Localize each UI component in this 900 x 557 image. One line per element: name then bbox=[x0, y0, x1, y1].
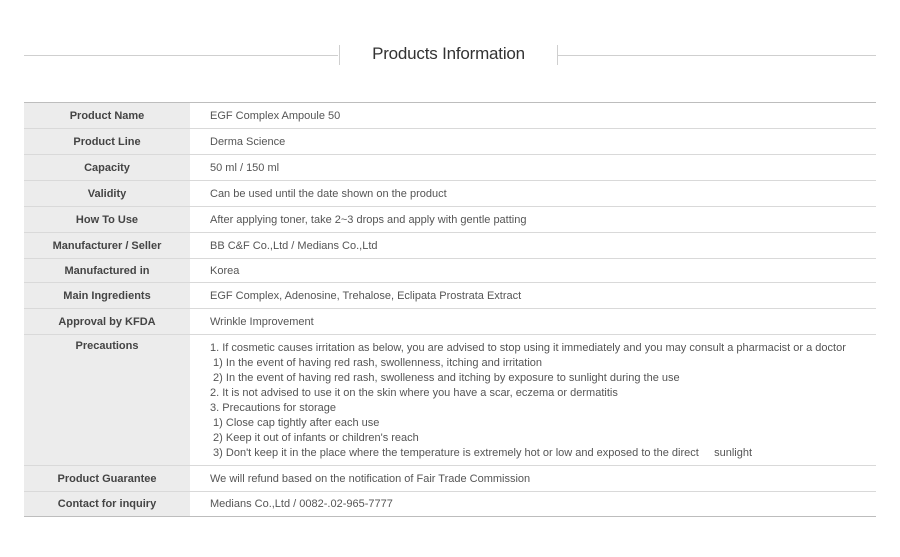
row-label: Contact for inquiry bbox=[24, 492, 190, 517]
row-product-name bbox=[24, 103, 876, 129]
row-value: We will refund based on the notification of Fair Trade Commission bbox=[190, 466, 876, 492]
row-validity bbox=[24, 181, 876, 207]
row-manufactured-in bbox=[24, 259, 876, 283]
row-value: Derma Science bbox=[190, 129, 876, 155]
precaution-line: 1) In the event of having red rash, swollenness, itching and irritation bbox=[210, 357, 543, 369]
row-value: Can be used until the date shown on the product bbox=[190, 181, 876, 207]
product-info-table bbox=[24, 102, 876, 517]
precautions-list bbox=[190, 335, 876, 466]
row-value: Korea bbox=[190, 259, 876, 283]
page-title: Products Information bbox=[372, 44, 525, 63]
precaution-line: 2) Keep it out of infants or children's reach bbox=[210, 432, 419, 444]
row-label: Manufacturer / Seller bbox=[24, 233, 190, 259]
row-main-ingredients bbox=[24, 283, 876, 309]
row-label: How To Use bbox=[24, 207, 190, 233]
row-label: Product Name bbox=[24, 103, 190, 129]
row-contact bbox=[24, 492, 876, 517]
row-value: EGF Complex, Adenosine, Trehalose, Eclipata Prostrata Extract bbox=[190, 283, 876, 309]
row-manufacturer bbox=[24, 233, 876, 259]
row-label: Validity bbox=[24, 181, 190, 207]
precaution-line: 3) Don't keep it in the place where the temperature is extremely hot or low and exposed to the direct sunlight bbox=[210, 447, 753, 459]
row-label: Main Ingredients bbox=[24, 283, 190, 309]
precaution-line: 2) In the event of having red rash, swolleness and itching by exposure to sunlight during the use bbox=[210, 372, 680, 384]
row-label: Precautions bbox=[24, 335, 190, 466]
precaution-line: 1) Close cap tightly after each use bbox=[210, 417, 380, 429]
row-product-guarantee bbox=[24, 466, 876, 492]
row-value: Wrinkle Improvement bbox=[190, 309, 876, 335]
precaution-line: 1. If cosmetic causes irritation as below, you are advised to stop using it immediately and you may consult a pharmacist or a doctor bbox=[210, 342, 846, 354]
row-label: Manufactured in bbox=[24, 259, 190, 283]
precaution-line: 3. Precautions for storage bbox=[210, 402, 336, 414]
row-label: Product Line bbox=[24, 129, 190, 155]
row-value: EGF Complex Ampoule 50 bbox=[210, 109, 341, 122]
row-approval bbox=[24, 309, 876, 335]
row-label: Product Guarantee bbox=[24, 466, 190, 492]
row-label: Capacity bbox=[24, 155, 190, 181]
row-value: Medians Co.,Ltd / 0082-.02-965-7777 bbox=[190, 492, 876, 517]
row-how-to-use bbox=[24, 207, 876, 233]
row-capacity bbox=[24, 155, 876, 181]
title-divider-left bbox=[24, 55, 338, 56]
row-value: BB C&F Co.,Ltd / Medians Co.,Ltd bbox=[190, 233, 876, 259]
row-label: Approval by KFDA bbox=[24, 309, 190, 335]
precaution-line: 2. It is not advised to use it on the skin where you have a scar, eczema or dermatitis bbox=[210, 387, 618, 399]
row-product-line bbox=[24, 129, 876, 155]
row-value: 50 ml / 150 ml bbox=[190, 155, 876, 181]
row-precautions bbox=[24, 335, 876, 466]
title-divider-right bbox=[558, 55, 876, 56]
title-bar bbox=[24, 36, 876, 76]
row-value: After applying toner, take 2~3 drops and apply with gentle patting bbox=[190, 207, 876, 233]
